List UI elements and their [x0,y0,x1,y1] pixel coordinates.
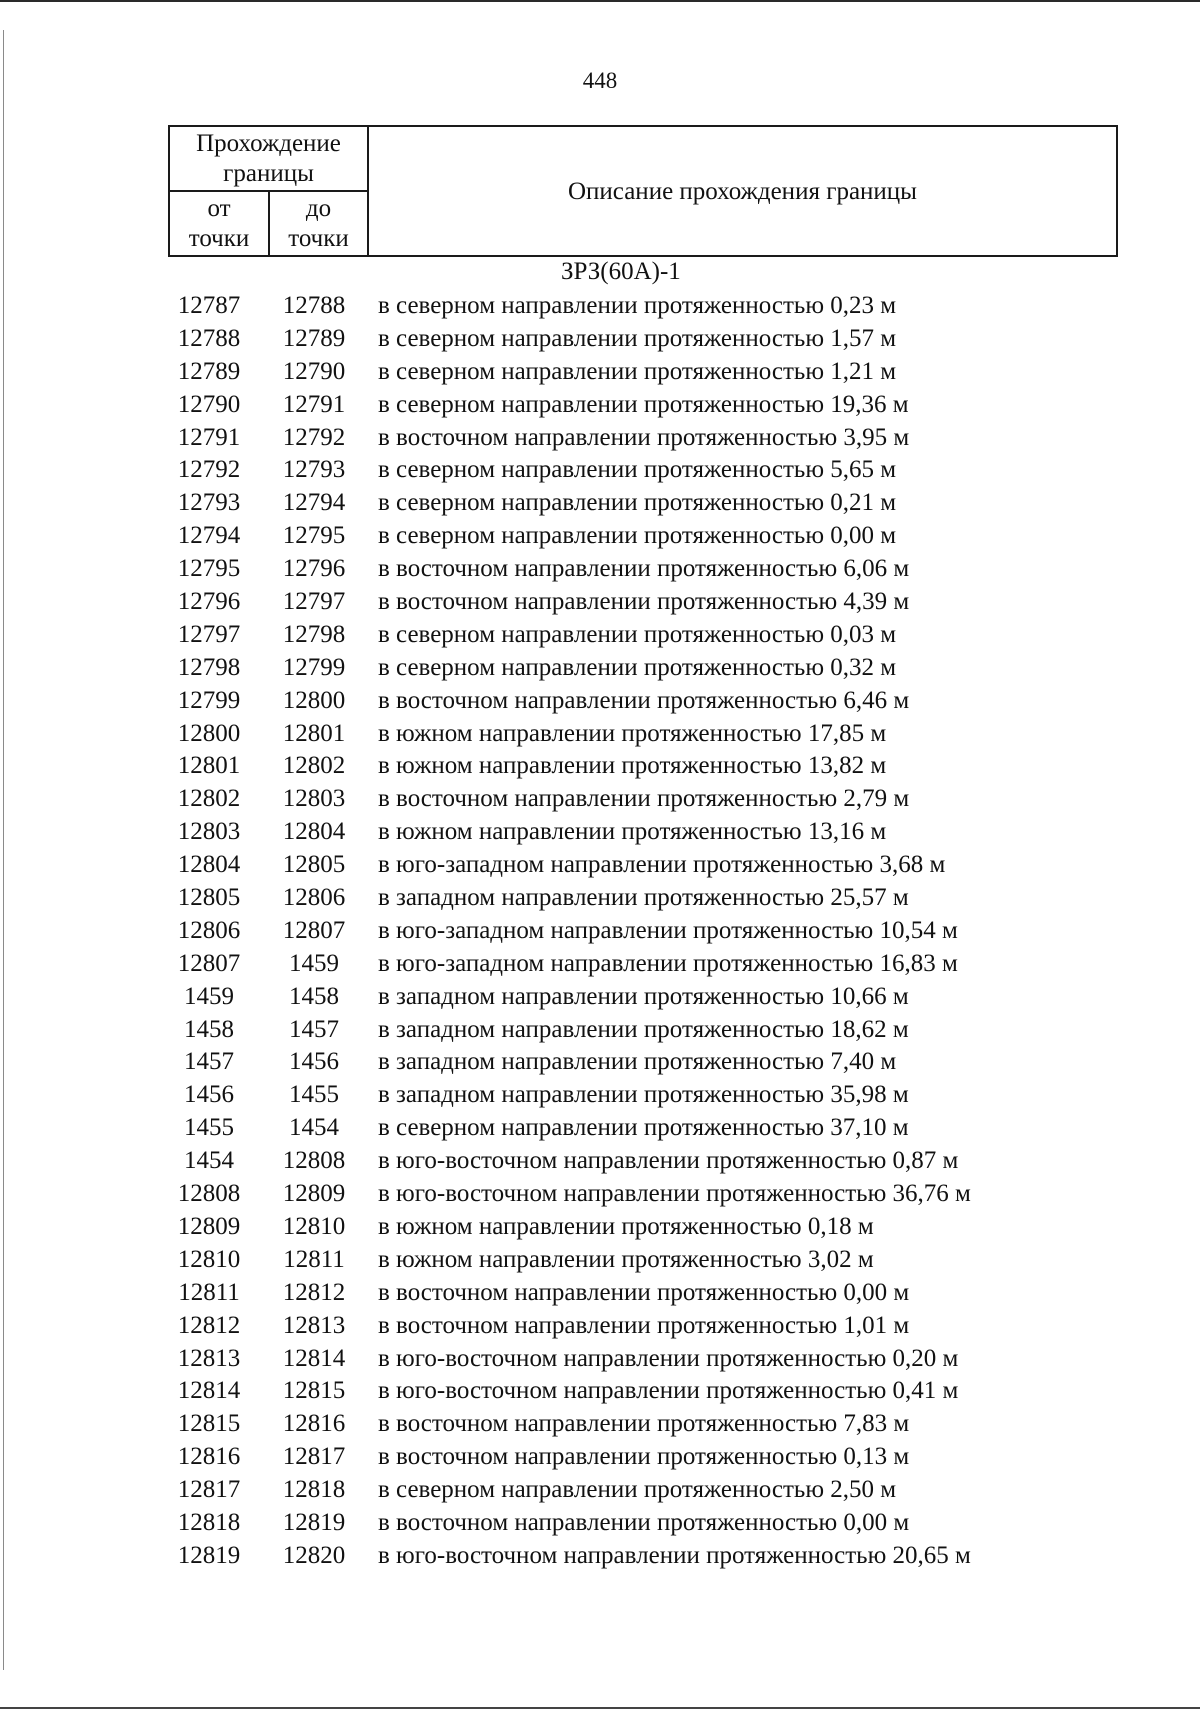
description-cell: в северном направлении протяженностью 0,21 м [378,489,897,517]
to-point-cell: 12815 [282,1377,346,1405]
description-cell: в северном направлении протяженностью 37,10 м [378,1114,909,1142]
table-row [0,323,1200,356]
to-point-cell: 12790 [282,357,346,385]
table-row [0,1211,1200,1244]
description-cell: в восточном направлении протяженностью 0,13 м [378,1443,910,1471]
table-row [0,586,1200,619]
description-cell: в юго-восточном направлении протяженностью 20,65 м [378,1541,971,1569]
from-point-cell: 12795 [177,555,241,583]
table-row [0,882,1200,915]
description-cell: в северном направлении протяженностью 19,36 м [378,390,909,418]
table-row [0,1079,1200,1112]
header-from-line2: точки [188,225,250,252]
description-cell: в северном направлении протяженностью 2,50 м [378,1476,897,1504]
table-row [0,1343,1200,1376]
from-point-cell: 12789 [177,357,241,385]
to-point-cell: 1455 [289,1081,339,1109]
description-cell: в восточном направлении протяженностью 3,95 м [378,423,910,451]
from-point-cell: 12811 [178,1278,240,1306]
header-divider-horizontal [170,190,368,192]
description-cell: в юго-восточном направлении протяженностью 36,76 м [378,1180,971,1208]
description-cell: в юго-восточном направлении протяженностью 0,20 м [378,1344,959,1372]
to-point-cell: 12807 [282,916,346,944]
header-to-line1: до [305,195,332,222]
header-to-line2: точки [288,225,349,252]
from-point-cell: 12793 [177,489,241,517]
header-from-line1: от [207,195,231,222]
description-cell: в восточном направлении протяженностью 0,00 м [378,1278,910,1306]
description-cell: в северном направлении протяженностью 0,32 м [378,653,897,681]
description-cell: в северном направлении протяженностью 1,57 м [378,324,897,352]
table-row [0,849,1200,882]
from-point-cell: 12813 [177,1344,241,1372]
to-point-cell: 12799 [282,653,346,681]
header-description: Описание прохождения границы [568,178,917,205]
table-header [168,125,1118,257]
from-point-cell: 12804 [177,851,241,879]
description-cell: в северном направлении протяженностью 0,23 м [378,292,897,319]
from-point-cell: 12815 [177,1410,241,1438]
table-row [0,422,1200,455]
table-row [0,454,1200,487]
to-point-cell: 12797 [282,588,346,616]
to-point-cell: 12793 [282,456,346,484]
description-cell: в юго-западном направлении протяженностью 10,54 м [378,916,958,944]
to-point-cell: 12817 [282,1443,346,1471]
from-point-cell: 1458 [184,1015,234,1043]
table-row [0,652,1200,685]
table-row [0,915,1200,948]
table-row [0,1046,1200,1079]
from-point-cell: 12798 [177,653,241,681]
from-point-cell: 12816 [177,1443,241,1471]
table-row [0,1540,1200,1573]
to-point-cell: 12818 [282,1476,346,1504]
table-row [0,1474,1200,1507]
from-point-cell: 12803 [177,818,241,846]
description-cell: в северном направлении протяженностью 0,00 м [378,522,897,550]
to-point-cell: 12792 [282,423,346,451]
description-cell: в юго-восточном направлении протяженностью 0,41 м [378,1377,959,1405]
from-point-cell: 12810 [177,1245,241,1273]
to-point-cell: 12800 [282,686,346,714]
table-row [0,1408,1200,1441]
to-point-cell: 12789 [282,324,346,352]
section-title: ЗРЗ(60А)-1 [561,258,681,285]
table-row [0,1014,1200,1047]
from-point-cell: 12792 [177,456,241,484]
table-row [0,389,1200,422]
to-point-cell: 12812 [282,1278,346,1306]
description-cell: в восточном направлении протяженностью 6,46 м [378,686,910,714]
table-row [0,1507,1200,1540]
top-border-line [0,0,1200,2]
description-cell: в западном направлении протяженностью 7,40 м [378,1048,897,1076]
from-point-cell: 12812 [177,1311,241,1339]
from-point-cell: 12802 [177,785,241,813]
header-from-point [170,194,268,254]
table-row [0,1244,1200,1277]
to-point-cell: 12809 [282,1180,346,1208]
to-point-cell: 12802 [282,752,346,780]
to-point-cell: 12810 [282,1212,346,1240]
table-row [0,356,1200,389]
table-row [0,619,1200,652]
description-cell: в западном направлении протяженностью 35,98 м [378,1081,909,1109]
from-point-cell: 12797 [177,620,241,648]
table-row [0,1112,1200,1145]
table-row [0,1277,1200,1310]
to-point-cell: 12803 [282,785,346,813]
page-number: 448 [582,68,618,93]
table-row [0,1178,1200,1211]
description-cell: в северном направлении протяженностью 5,65 м [378,456,897,484]
to-point-cell: 12794 [282,489,346,517]
from-point-cell: 12818 [177,1508,241,1536]
from-point-cell: 12788 [177,324,241,352]
description-cell: в западном направлении протяженностью 10,66 м [378,982,909,1010]
to-point-cell: 1459 [289,949,339,977]
from-point-cell: 12817 [177,1476,241,1504]
table-row [0,981,1200,1014]
table-row [0,718,1200,751]
to-point-cell: 12798 [282,620,346,648]
description-cell: в восточном направлении протяженностью 1,01 м [378,1311,910,1339]
description-cell: в северном направлении протяженностью 0,03 м [378,620,897,648]
to-point-cell: 12813 [282,1311,346,1339]
description-cell: в восточном направлении протяженностью 0,00 м [378,1508,910,1536]
to-point-cell: 12806 [282,884,346,912]
to-point-cell: 12804 [282,818,346,846]
boundary-rows [0,290,1200,1573]
from-point-cell: 1456 [184,1081,234,1109]
to-point-cell: 12820 [282,1541,346,1569]
description-cell: в западном направлении протяженностью 25,57 м [378,884,909,912]
to-point-cell: 12808 [282,1147,346,1175]
from-point-cell: 12801 [177,752,241,780]
to-point-cell: 12805 [282,851,346,879]
table-row [0,487,1200,520]
table-row [0,1145,1200,1178]
description-cell: в южном направлении протяженностью 13,82 м [378,752,887,780]
description-cell: в восточном направлении протяженностью 6,06 м [378,555,910,583]
description-cell: в восточном направлении протяженностью 2,79 м [378,785,910,813]
from-point-cell: 12787 [177,292,241,319]
to-point-cell: 12816 [282,1410,346,1438]
table-row [0,1310,1200,1343]
from-point-cell: 12805 [177,884,241,912]
from-point-cell: 12819 [177,1541,241,1569]
description-cell: в юго-западном направлении протяженностью 3,68 м [378,851,946,879]
to-point-cell: 12811 [283,1245,345,1273]
to-point-cell: 1458 [289,982,339,1010]
from-point-cell: 12794 [177,522,241,550]
bottom-border-line [0,1707,1200,1709]
table-row [0,553,1200,586]
table-row [0,750,1200,783]
table-row [0,290,1200,323]
table-row [0,520,1200,553]
description-cell: в южном направлении протяженностью 13,16 м [378,818,887,846]
from-point-cell: 12807 [177,949,241,977]
to-point-cell: 12795 [282,522,346,550]
table-row [0,685,1200,718]
description-cell: в северном направлении протяженностью 1,21 м [378,357,897,385]
description-cell: в восточном направлении протяженностью 7,83 м [378,1410,910,1438]
to-point-cell: 12814 [282,1344,346,1372]
from-point-cell: 12814 [177,1377,241,1405]
from-point-cell: 12800 [177,719,241,747]
description-cell: в юго-восточном направлении протяженностью 0,87 м [378,1147,959,1175]
description-cell: в южном направлении протяженностью 0,18 м [378,1212,874,1240]
to-point-cell: 12796 [282,555,346,583]
table-row [0,1441,1200,1474]
to-point-cell: 1454 [289,1114,339,1142]
description-cell: в южном направлении протяженностью 17,85 м [378,719,887,747]
to-point-cell: 12791 [282,390,346,418]
from-point-cell: 1457 [184,1048,234,1076]
to-point-cell: 1457 [289,1015,339,1043]
table-row [0,783,1200,816]
from-point-cell: 12799 [177,686,241,714]
from-point-cell: 12809 [177,1212,241,1240]
from-point-cell: 12808 [177,1180,241,1208]
from-point-cell: 1454 [184,1147,234,1175]
to-point-cell: 12801 [282,719,346,747]
description-cell: в восточном направлении протяженностью 4,39 м [378,588,910,616]
from-point-cell: 12796 [177,588,241,616]
to-point-cell: 1456 [289,1048,339,1076]
table-row [0,948,1200,981]
to-point-cell: 12788 [282,292,346,319]
from-point-cell: 12790 [177,390,241,418]
from-point-cell: 12791 [177,423,241,451]
header-passage: Прохождение границы [196,130,341,187]
from-point-cell: 12806 [177,916,241,944]
description-cell: в южном направлении протяженностью 3,02 м [378,1245,874,1273]
description-cell: в юго-западном направлении протяженностью 16,83 м [378,949,958,977]
table-row [0,1375,1200,1408]
from-point-cell: 1455 [184,1114,234,1142]
header-to-point [270,194,367,254]
table-row [0,816,1200,849]
description-cell: в западном направлении протяженностью 18,62 м [378,1015,909,1043]
to-point-cell: 12819 [282,1508,346,1536]
from-point-cell: 1459 [184,982,234,1010]
